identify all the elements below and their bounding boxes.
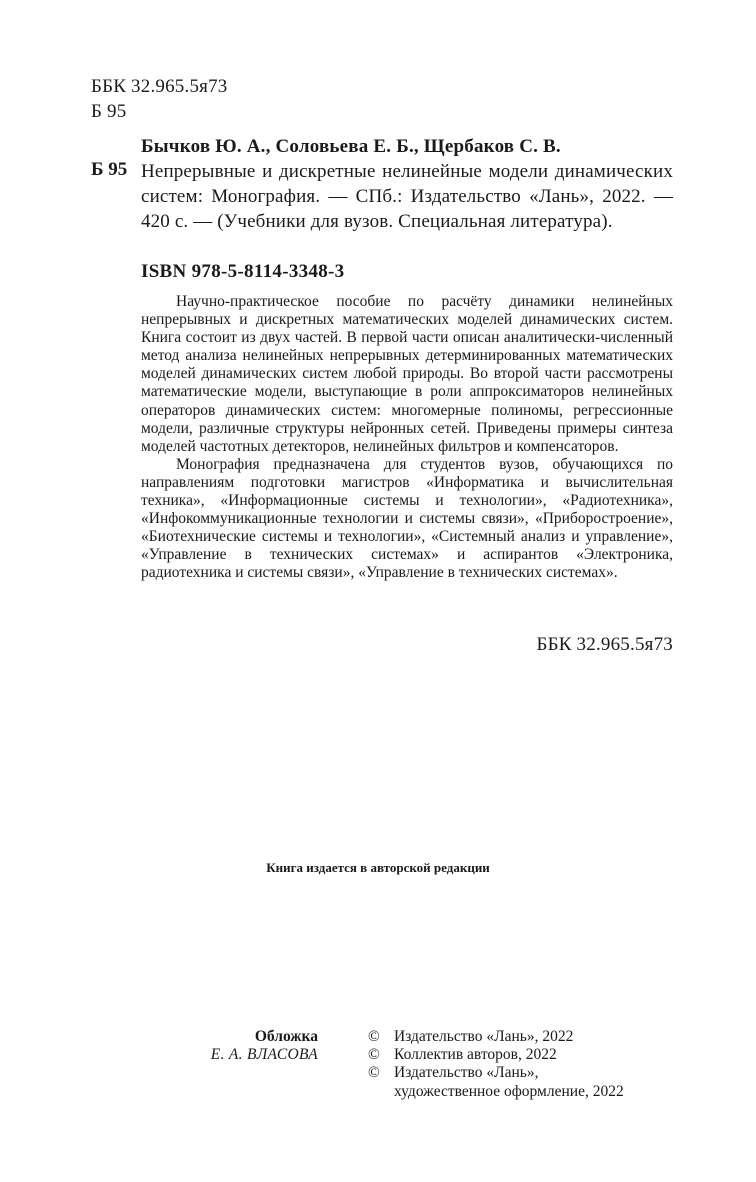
copyright-text: Издательство «Лань», [394, 1064, 539, 1082]
abstract [141, 293, 673, 583]
abstract-paragraph: Монография предназначена для студентов вузов, обучающихся по направлениям подготовки магистров «Информатика и вычислительная техника», «Информационные системы и технологии», «Радиотехника», «Инфокоммуникационные технологии и системы связи», «Приборостроение», «Биотехнические системы и технологии», «Системный анализ и управление», «Управление в технических системах» и аспирантов «Электроника, радиотехника и системы связи», «Управление в технических системах». [141, 455, 673, 582]
copyright-block [368, 1028, 624, 1101]
isbn: ISBN 978-5-8114-3348-3 [141, 261, 345, 282]
cover-artist: Е. А. ВЛАСОВА [210, 1046, 318, 1063]
bbk-header [91, 74, 227, 124]
abstract-paragraph: Научно-практическое пособие по расчёту динамики нелинейных непрерывных и дискретных математических моделей динамических систем. Книга состоит из двух частей. В первой части описан аналитически-численный метод анализа нелинейных непрерывных детерминированных математических моделей динамических систем любой природы. Во второй части рассмотрены математические модели, выступающие в роли аппроксиматоров нелинейных операторов динамических систем: многомерные полиномы, регрессионные модели, различные структуры нейронных сетей. Приведены примеры синтеза моделей частотных детекторов, нелинейных фильтров и компенсаторов. [141, 293, 673, 455]
copyright-text: Коллектив авторов, 2022 [394, 1046, 557, 1064]
bbk-footer-code: ББК 32.965.5я73 [536, 634, 673, 655]
copyright-line [368, 1028, 624, 1046]
copyright-text: Издательство «Лань», 2022 [394, 1028, 574, 1045]
copyright-symbol: © [368, 1064, 380, 1082]
copyright-symbol: © [368, 1046, 380, 1064]
copyright-symbol: © [368, 1028, 380, 1045]
authors-line: Бычков Ю. А., Соловьева Е. Б., Щербаков С. В. [141, 136, 561, 157]
title-description: Непрерывные и дискретные нелинейные модели динамических систем: Монография. — СПб.: Издательство «Лань», 2022. — 420 с. — (Учебники для вузов. Специальная литература). [141, 161, 673, 232]
copyright-line [368, 1046, 624, 1064]
cover-label: Обложка [254, 1028, 318, 1045]
edition-notice: Книга издается в авторской редакции [266, 860, 490, 875]
bbk-code: ББК 32.965.5я73 [91, 76, 228, 97]
author-mark: Б 95 [91, 101, 127, 122]
cover-credit [150, 1028, 318, 1064]
copyright-continuation: художественное оформление, 2022 [394, 1082, 624, 1100]
copyright-line [368, 1064, 624, 1082]
author-code: Б 95 [91, 159, 128, 180]
